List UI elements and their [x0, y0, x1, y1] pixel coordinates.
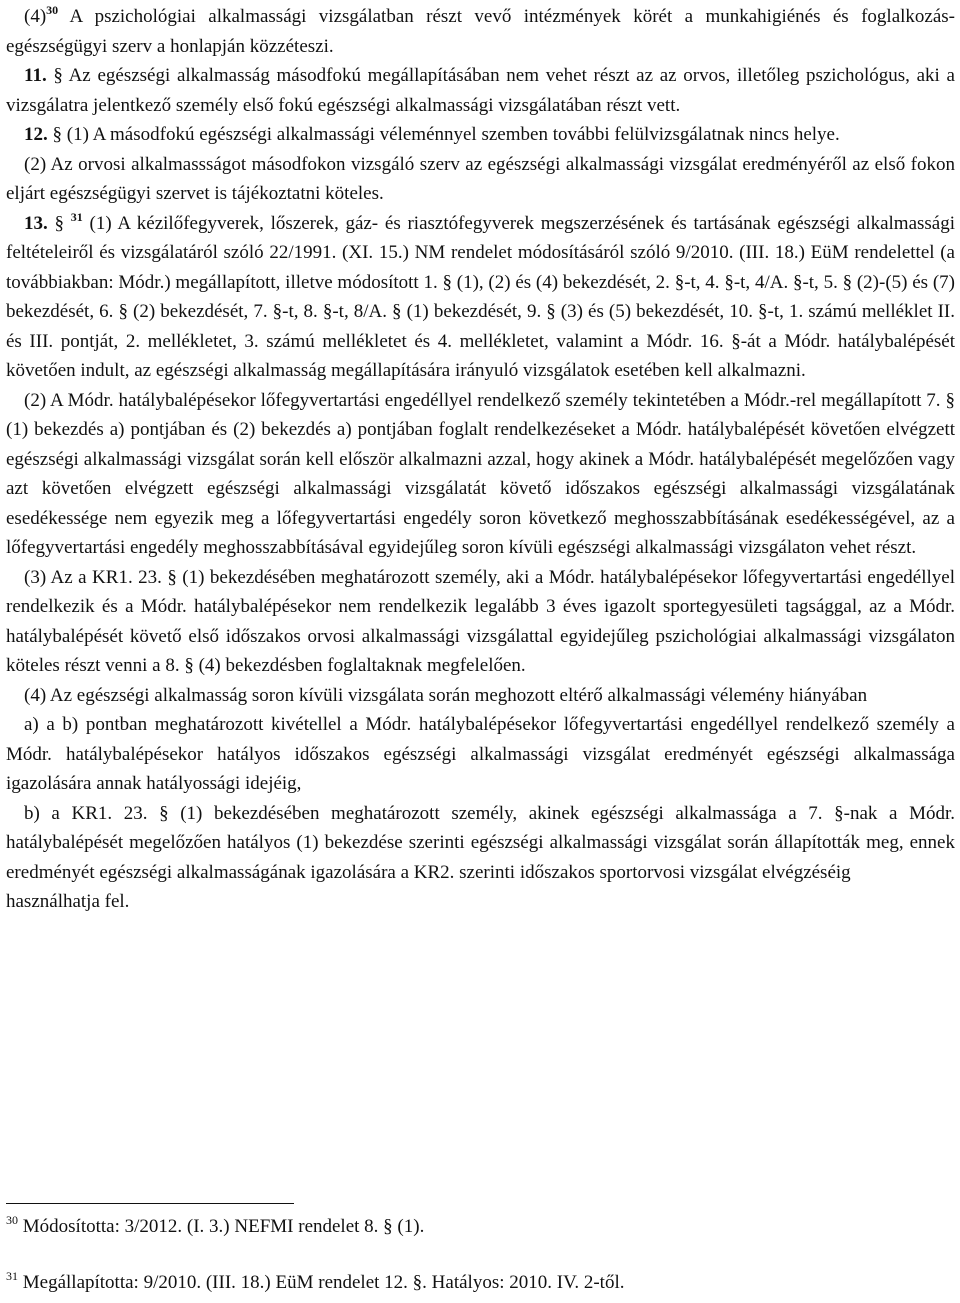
footnote-text: Megállapította: 9/2010. (III. 18.) EüM rendelet 12. §. Hatályos: 2010. IV. 2-től. [18, 1272, 625, 1293]
footnote-ref-31: 31 [70, 209, 83, 224]
section-text: § (1) A másodfokú egészségi alkalmassági véleménnyel szemben további felülvizsgálatnak nincs helye. [47, 124, 840, 145]
section-12 [6, 120, 955, 150]
footnote-number: 31 [6, 1269, 18, 1283]
section-13-point-a: a) a b) pontban meghatározott kivétellel a Módr. hatálybalépésekor lőfegyvertartási engedéllyel rendelkező személy a Módr. hatálybalépésekor hatályos időszakos egészségi alkalmassági vizsgálat eredményét egészségi alkalmassága igazolására annak hatályossági idejéig, [6, 714, 955, 794]
section-13-paragraph-3: (3) Az a KR1. 23. § (1) bekezdésében meghatározott személy, aki a Módr. hatálybalépésekor lőfegyvertartási engedéllyel rendelkezik és a Módr. hatálybalépésekor nem rendelkezik legalább 3 éves igazolt sportegyesületi tagsággal, az a Módr. hatálybalépését követő első időszakos orvosi alkalmassági vizsgálattal egyidejűleg pszichológiai alkalmassági vizsgálaton köteles részt venni a 8. § (4) bekezdésben foglaltaknak megfelelően. [6, 566, 955, 676]
section-13-paragraph-4: (4) Az egészségi alkalmasság soron kívüli vizsgálata során meghozott eltérő alkalmassági vélemény hiányában [24, 684, 868, 706]
section-sign: § [47, 212, 71, 234]
section-13 [6, 209, 955, 386]
paragraph-text: A pszichológiai alkalmassági vizsgálatban részt vevő intézmények körét a munkahigiénés és foglalkozás-egészségügyi szerv a honlapján közzéteszi. [6, 6, 955, 57]
section-12-paragraph-2: (2) Az orvosi alkalmassságot másodfokon vizsgáló szerv az egészségi alkalmassági vizsgálat eredményéről az első fokon eljárt egészségügyi szervet is tájékoztatni köteles. [6, 153, 955, 204]
footnote-ref-30: 30 [46, 3, 59, 17]
section-text: § Az egészségi alkalmasság másodfokú megállapításában nem vehet részt az az orvos, illetőleg pszichológus, aki a vizsgálatra jelentkező személy első fokú egészségi alkalmassági vizsgálatában részt vett. [6, 65, 955, 116]
legal-text-body [6, 2, 955, 917]
footnote-31 [6, 1271, 624, 1295]
section-13-paragraph-2: (2) A Módr. hatálybalépésekor lőfegyvertartási engedéllyel rendelkező személy tekintetében a Módr.-rel megállapított 7. § (1) bekezdés a) pontjában és (2) bekezdés a) pontjában foglalt rendelkezéseket a Módr. hatálybalépését követően elvégzett egészségi alkalmassági vizsgálat során kell először alkalmazni azzal, hogy akinek a Módr. hatálybalépését megelőzően vagy azt követően elvégzett egészségi alkalmassági vizsgálatát követő időszakos egészségi alkalmassági vizsgálatának esedékessége nem egyezik meg a lőfegyvertartási engedély soron következő meghosszabbításának esedékességével, az a lőfegyvertartási engedély meghosszabbításával egyidejűleg soron kívüli egészségi alkalmassági vizsgálaton vehet részt. [6, 389, 955, 558]
section-number: 11. [24, 65, 47, 86]
footnote-divider [6, 1203, 294, 1204]
footnote-30 [6, 1215, 424, 1239]
section-number: 12. [24, 124, 48, 145]
section-number: 13. [24, 212, 48, 234]
section-13-point-b-end: használhatja fel. [6, 891, 130, 912]
footnote-number: 30 [6, 1213, 18, 1227]
section-13-point-b: b) a KR1. 23. § (1) bekezdésében meghatározott személy, akinek egészségi alkalmassága a 7. §-nak a Módr. hatálybalépését megelőzően hatályos (1) bekezdése szerinti egészségi alkalmassági vizsgálat során állapították meg, ennek eredményét egészségi alkalmasságának igazolására a KR2. szerinti időszakos sportorvosi vizsgálat elvégzéséig [6, 802, 955, 883]
paragraph-number: (4) [24, 6, 47, 27]
footnote-text: Módosította: 3/2012. (I. 3.) NEFMI rendelet 8. § (1). [18, 1216, 425, 1237]
paragraph-4 [6, 2, 955, 61]
section-text: (1) A kézilőfegyverek, lőszerek, gáz- és riasztófegyverek megszerzésének és tartásának egészségi alkalmassági feltételeiről és vizsgálatáról szóló 22/1991. (XI. 15.) NM rendelet módosításáról szóló 9/2010. (III. 18.) EüM rendelettel (a továbbiakban: Módr.) megállapított, illetve módosított 1. § (1), (2) és (4) bekezdését, 2. §-t, 4. §-t, 4/A. §-t, 5. § (2)-(5) és (7) bekezdését, 6. § (2) bekezdését, 7. §-t, 8. §-t, 8/A. § (1) bekezdését, 9. § (3) és (5) bekezdését, 10. §-t, 1. számú melléklet II. és III. pontját, 2. mellékletet, 3. számú mellékletet és 4. mellékletet, valamint a Módr. 16. §-át a Módr. hatálybalépését követően indult, az egészségi alkalmasság megállapítására irányuló vizsgálatok esetében kell alkalmazni. [6, 212, 955, 381]
section-11 [6, 61, 955, 120]
